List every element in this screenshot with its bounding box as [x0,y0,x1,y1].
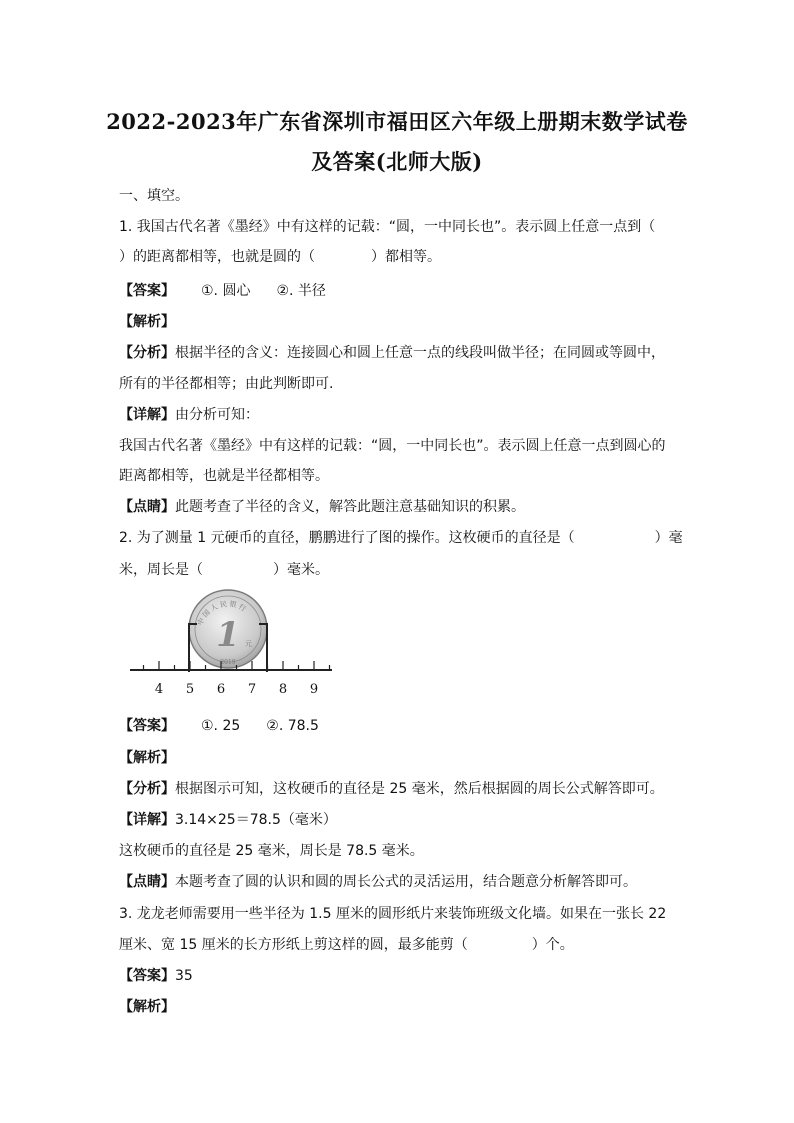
q2-xiangjie-text: 3.14×25＝78.5（毫米） [175,812,337,828]
xiangjie-tag: 【详解】 [119,407,175,423]
q3-text-line2 [119,935,574,955]
document-title-line1: 2022-2023年广东省深圳市福田区六年级上册期末数学试卷 [106,109,688,134]
q1-fenxi-line1 [119,343,665,363]
coin-ruler-figure [128,586,338,698]
q2-answer [119,716,319,736]
q1-analysis-tag: 【解析】 [119,314,175,330]
q2-dianjing [119,872,637,892]
q3-text-line1: 3. 龙龙老师需要用一些半径为 1.5 厘米的圆形纸片来装饰班级文化墙。如果在一张长 22 [119,906,667,922]
coin-unit: 元 [245,640,252,648]
q3-text-part-b: ）个。 [531,937,574,953]
xiangjie-tag: 【详解】 [119,812,175,828]
answer-tag: 【答案】 [119,283,175,299]
q2-detail: 这枚硬币的直径是 25 毫米，周长是 78.5 毫米。 [119,843,424,859]
q1-answer-1: ①. 圆心 [201,283,251,299]
q1-answer [119,281,326,301]
q1-text-line2 [119,247,441,267]
q2-text-line1 [119,528,683,548]
q2-text-part-b: ）毫 [654,530,683,546]
q2-text-part-a: 2. 为了测量 1 元硬币的直径，鹏鹏进行了图的操作。这枚硬币的直径是（ [119,530,575,546]
q1-dianjing [119,497,525,517]
coin-year: 2019 [220,659,236,666]
q2-text-part-c: 米，周长是（ [119,562,203,578]
q1-answer-2: ②. 半径 [276,283,326,299]
fenxi-tag: 【分析】 [119,345,175,361]
q3-analysis-tag: 【解析】 [119,999,175,1015]
q1-xiangjie-text: 由分析可知： [175,407,259,423]
section-heading: 一、填空。 [119,188,189,204]
q1-xiangjie [119,405,259,425]
dianjing-tag: 【点睛】 [119,499,175,515]
coin-image [189,590,267,668]
q3-answer [119,966,193,986]
q2-answer-2: ②. 78.5 [266,718,319,734]
q1-fenxi-text: 根据半径的含义：连接圆心和圆上任意一点的线段叫做半径；在同圆或等圆中， [175,345,665,361]
ruler-tick-label: 9 [309,682,319,697]
q2-fenxi [119,779,664,799]
q1-detail-line1: 我国古代名著《墨经》中有这样的记载：“圆，一中同长也”。表示圆上任意一点到圆心的 [119,438,666,454]
q1-detail-line2: 距离都相等，也就是半径都相等。 [119,468,329,484]
q1-text-part-a: ）的距离都相等，也就是圆的（ [119,249,315,265]
answer-tag: 【答案】 [119,718,175,734]
q2-analysis-tag: 【解析】 [119,750,175,766]
q3-answer-value: 35 [175,968,193,984]
coin-value: 1 [216,615,240,655]
q3-text-part-a: 厘米、宽 15 厘米的长方形纸上剪这样的圆，最多能剪（ [119,937,468,953]
answer-tag: 【答案】 [119,968,175,984]
coin-top-text: 中国人民银行 [196,599,249,627]
q2-text-part-d: ）毫米。 [273,562,329,578]
fenxi-tag: 【分析】 [119,781,175,797]
ruler-tick-label: 5 [185,682,195,697]
ruler-tick-label: 8 [278,682,288,697]
q2-answer-1: ①. 25 [201,718,241,734]
q2-text-line2 [119,560,329,580]
q1-dianjing-text: 此题考查了半径的含义，解答此题注意基础知识的积累。 [175,499,525,515]
q1-text-part-b: ）都相等。 [371,249,441,265]
document-title-line2: 及答案(北师大版) [311,149,483,174]
q2-dianjing-text: 本题考查了圆的认识和圆的周长公式的灵活运用，结合题意分析解答即可。 [175,874,637,890]
dianjing-tag: 【点睛】 [119,874,175,890]
q1-fenxi-line2: 所有的半径都相等；由此判断即可. [119,376,334,392]
q2-fenxi-text: 根据图示可知，这枚硬币的直径是 25 毫米，然后根据圆的周长公式解答即可。 [175,781,664,797]
ruler-tick-label: 7 [247,682,257,697]
q2-xiangjie [119,810,337,830]
q1-text-line1: 1. 我国古代名著《墨经》中有这样的记载：“圆，一中同长也”。表示圆上任意一点到（ [119,219,656,235]
ruler-tick-label: 6 [216,682,226,697]
ruler-tick-label: 4 [154,682,164,697]
ruler-labels [155,682,318,697]
